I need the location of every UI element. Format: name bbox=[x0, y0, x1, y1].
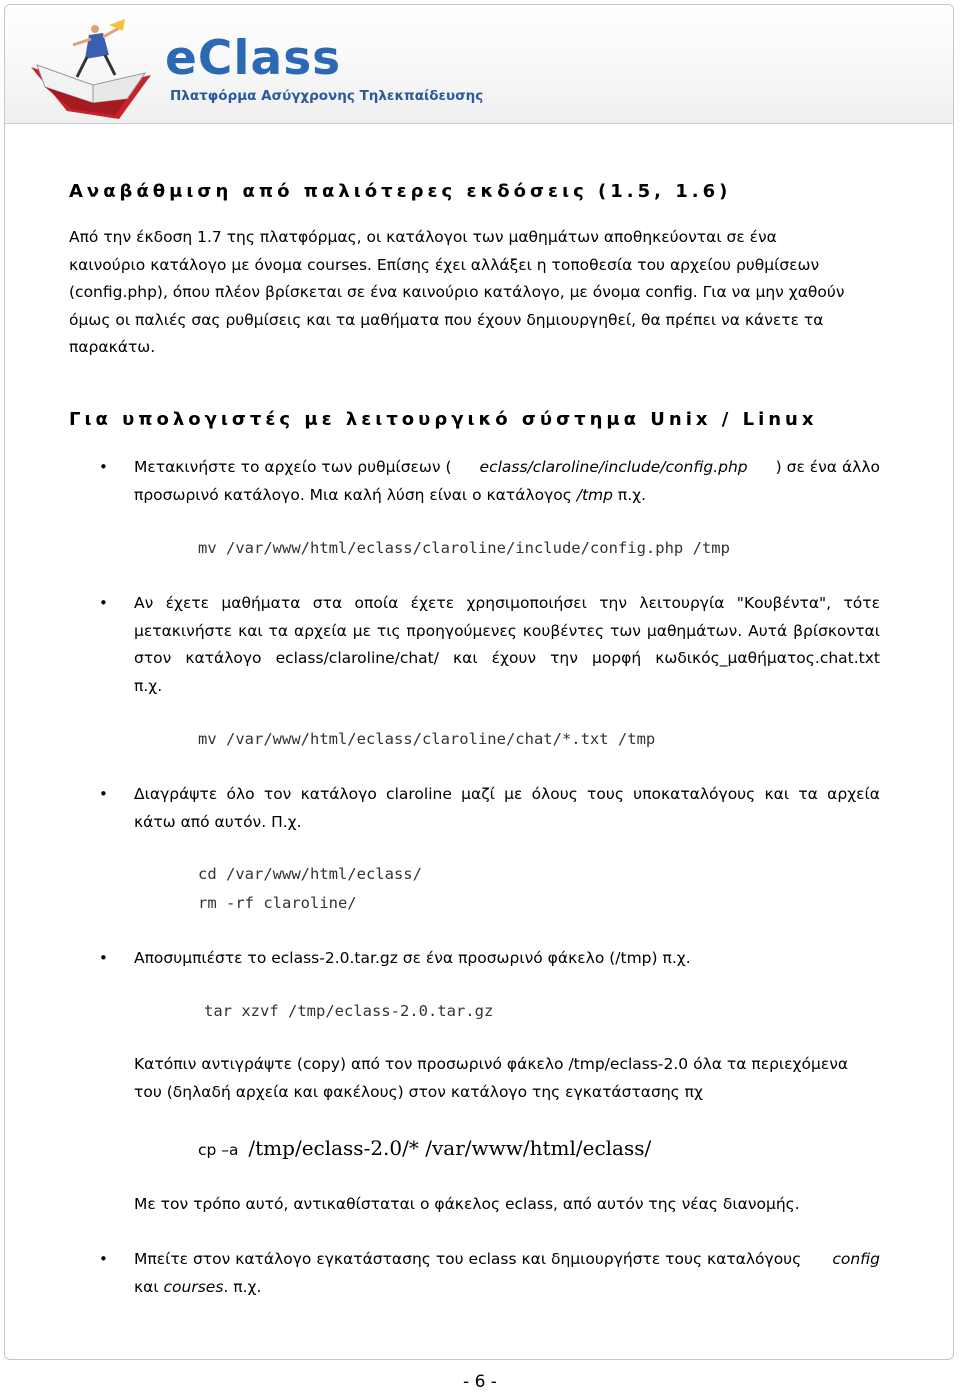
logo-title: eClass bbox=[165, 31, 342, 86]
code-cd: cd /var/www/html/eclass/ bbox=[198, 865, 422, 883]
item-text: π.χ. bbox=[613, 485, 647, 504]
copy-line: Κατόπιν αντιγράψτε (copy) από τον προσωρινό φάκελο /tmp/eclass-2.0 όλα τα περιεχόμενα bbox=[134, 1055, 849, 1073]
section-heading-upgrade: Αναβάθμιση από παλιότερες εκδόσεις (1.5, 1.6) bbox=[69, 181, 732, 202]
bullet: • bbox=[99, 785, 108, 803]
result-line: Με τον τρόπο αυτό, αντικαθίσταται ο φάκελος eclass, από αυτόν της νέας διανομής. bbox=[134, 1195, 800, 1213]
bullet: • bbox=[99, 594, 108, 612]
list-item-move-chat bbox=[69, 590, 880, 700]
code-rm: rm -rf claroline/ bbox=[198, 894, 357, 912]
item-text: . π.χ. bbox=[223, 1277, 262, 1296]
bullet: • bbox=[99, 458, 108, 476]
logo-subtitle: Πλατφόρμα Ασύγχρονης Τηλεκπαίδευσης bbox=[170, 88, 484, 104]
section-heading-unix-linux: Για υπολογιστές με λειτουργικό σύστημα Unix / Linux bbox=[69, 409, 818, 430]
item-text: Μπείτε στον κατάλογο εγκατάστασης του eclass και δημιουργήστε τους καταλόγους bbox=[134, 1250, 802, 1268]
item-text: Αποσυμπιέστε το eclass-2.0.tar.gz σε ένα προσωρινό φάκελο (/tmp) π.χ. bbox=[134, 949, 691, 967]
item-text: Διαγράψτε όλο τον κατάλογο claroline μαζί με όλους τους υποκαταλόγους και τα αρχεία bbox=[134, 785, 880, 803]
code-tar: tar xzvf /tmp/eclass-2.0.tar.gz bbox=[204, 1002, 494, 1020]
item-text: Αν έχετε μαθήματα στα οποία έχετε χρησιμοποιήσει την λειτουργία "Κουβέντα", τότε bbox=[134, 594, 880, 612]
intro-line: παρακάτω. bbox=[69, 338, 156, 356]
config-path-italic: eclass/claroline/include/config.php bbox=[479, 458, 748, 476]
list-item-create-dirs bbox=[69, 1246, 880, 1301]
intro-paragraph bbox=[69, 224, 899, 362]
list-item-extract bbox=[69, 945, 880, 973]
header-banner bbox=[5, 5, 953, 124]
item-text: στον κατάλογο eclass/claroline/chat/ και έχουν την μορφή κωδικός_μαθήματος.chat.txt bbox=[134, 649, 880, 667]
item-text: μετακινήστε και τα αρχεία με τις προηγούμενες κουβέντες των μαθημάτων. Αυτά βρίσκονται bbox=[134, 621, 880, 640]
cp-command: cp –a bbox=[198, 1141, 239, 1159]
courses-italic: courses bbox=[163, 1277, 224, 1296]
intro-line: καινούριο κατάλογο με όνομα courses. Επίσης έχει αλλάξει η τοποθεσία του αρχείου ρυθμίσεων bbox=[69, 255, 820, 274]
copy-paragraph bbox=[134, 1051, 894, 1106]
intro-line: (config.php), όπου πλέον βρίσκεται σε ένα καινούριο κατάλογο, με όνομα config. Για να μην χαθούν bbox=[69, 283, 845, 301]
bullet: • bbox=[99, 949, 108, 967]
page-number: - 6 - bbox=[463, 1372, 497, 1392]
book-logo-icon bbox=[23, 15, 163, 123]
item-text: κάτω από αυτόν. Π.χ. bbox=[134, 812, 302, 831]
code-mv-config: mv /var/www/html/eclass/claroline/include/config.php /tmp bbox=[198, 539, 730, 557]
code-cp bbox=[198, 1134, 651, 1164]
item-text: προσωρινό κατάλογο. Μια καλή λύση είναι ο κατάλογος bbox=[134, 485, 577, 504]
cp-arguments: /tmp/eclass-2.0/* /var/www/html/eclass/ bbox=[248, 1136, 652, 1160]
list-item-move-config bbox=[69, 454, 880, 509]
code-mv-chat: mv /var/www/html/eclass/claroline/chat/*.txt /tmp bbox=[198, 730, 656, 748]
item-text: και bbox=[134, 1277, 164, 1296]
intro-line: όμως οι παλιές σας ρυθμίσεις και τα μαθήματα που έχουν δημιουργηθεί, θα πρέπει να κάνετε τα bbox=[69, 310, 824, 329]
result-paragraph bbox=[134, 1191, 894, 1219]
bullet: • bbox=[99, 1250, 108, 1268]
item-text: π.χ. bbox=[134, 676, 163, 695]
item-text: ) σε ένα άλλο bbox=[775, 458, 880, 476]
copy-line: του (δηλαδή αρχεία και φακέλους) στον κατάλογο της εγκατάστασης πχ bbox=[134, 1082, 703, 1101]
config-italic: config bbox=[832, 1250, 880, 1268]
list-item-delete-claroline bbox=[69, 781, 880, 836]
intro-line: Από την έκδοση 1.7 της πλατφόρμας, οι κατάλογοι των μαθημάτων αποθηκεύονται σε ένα bbox=[69, 228, 777, 246]
item-text: Μετακινήστε το αρχείο των ρυθμίσεων ( bbox=[134, 458, 452, 476]
tmp-italic: /tmp bbox=[576, 485, 613, 504]
